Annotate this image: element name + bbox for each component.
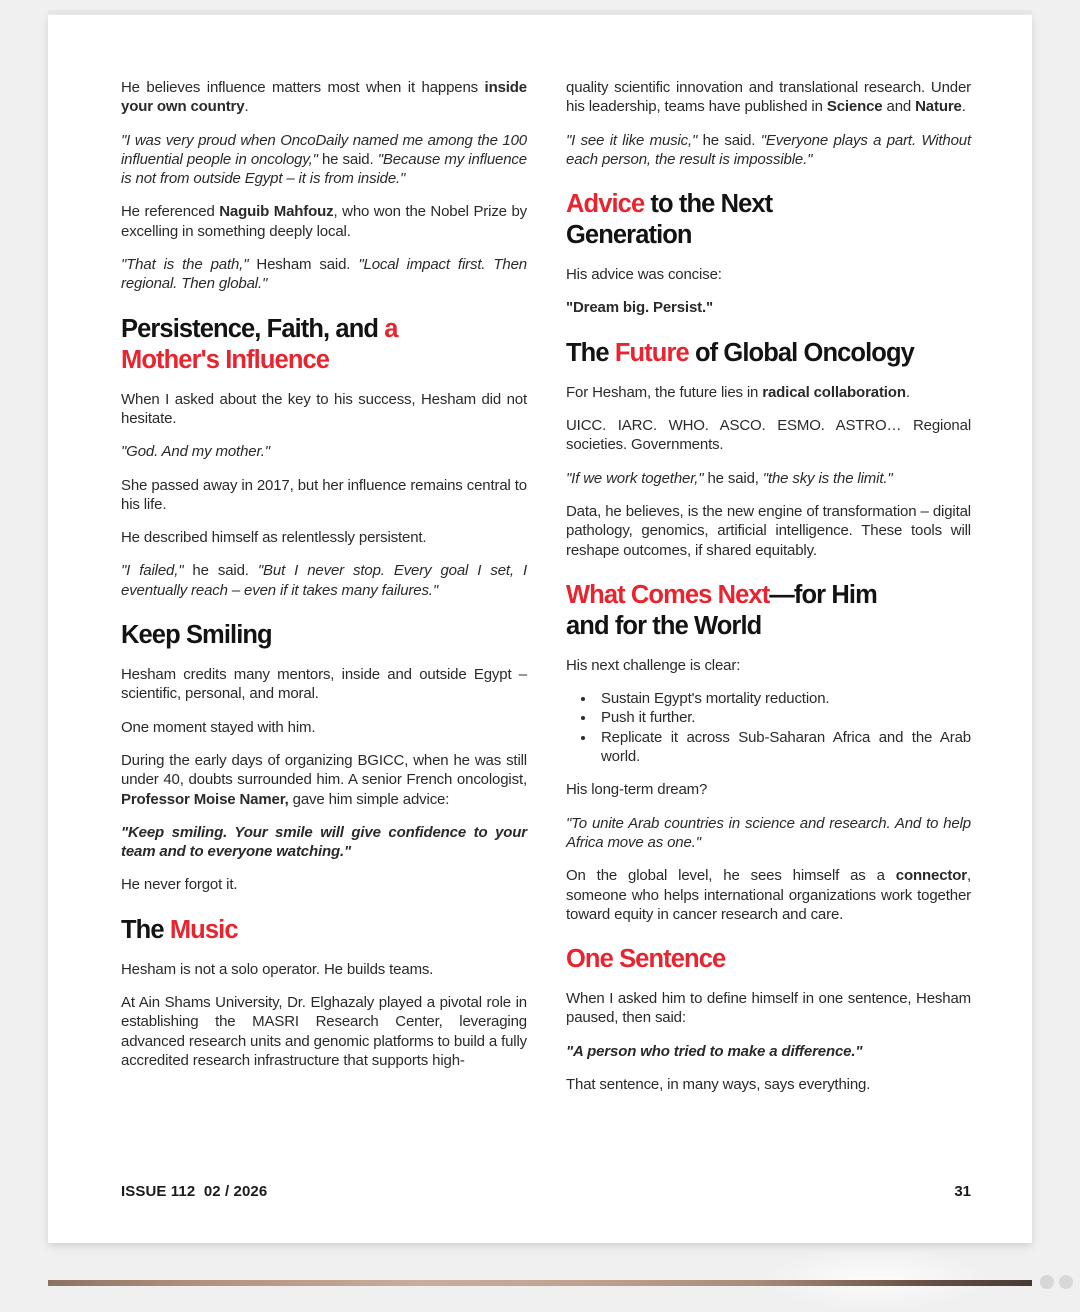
- list-item: [596, 689, 971, 708]
- text-run: His advice was concise:: [566, 266, 722, 284]
- paragraph: [121, 718, 527, 737]
- text-run: Sustain Egypt's mortality reduction.: [601, 690, 830, 708]
- text-run: One Sentence: [566, 945, 726, 974]
- text-run: Mother's Influence: [121, 345, 330, 374]
- text-run: His long-term dream?: [566, 781, 708, 799]
- text-run: gave him simple advice:: [288, 790, 450, 808]
- paragraph: [121, 823, 527, 862]
- text-run: a: [384, 314, 398, 343]
- right-column: [566, 78, 971, 1108]
- text-run: he said,: [703, 469, 763, 487]
- text-run: "Keep smiling. Your smile will give confidence to your team and to everyone watching.": [121, 823, 527, 861]
- text-run: , who won the Nobel Prize by excelling in something deeply local.: [121, 203, 528, 240]
- text-run: "If we work together,": [566, 469, 704, 487]
- paragraph: [566, 780, 971, 799]
- text-run: Advice: [566, 190, 645, 219]
- text-run: Replicate it across Sub-Saharan Africa and the Arab world.: [601, 728, 971, 766]
- text-run: inside your own country: [121, 79, 527, 116]
- text-run: His next challenge is clear:: [566, 656, 741, 674]
- text-run: he said.: [183, 562, 258, 580]
- text-run: "I see it like music,": [566, 131, 698, 149]
- text-run: Push it further.: [601, 709, 696, 727]
- text-run: During the early days of organizing BGICC, when he was still under 40, doubts surrounded him. A senior French oncologist,: [121, 751, 527, 789]
- paragraph: [566, 656, 971, 675]
- text-run: he said.: [697, 131, 761, 149]
- text-run: At Ain Shams University, Dr. Elghazaly played a pivotal role in establishing the MASRI Research Center, leveraging advanced research units and genomic platforms to build a fully accredited research infrastructure that supports high-: [121, 994, 527, 1069]
- paragraph: [566, 866, 971, 924]
- paragraph: [566, 1042, 971, 1061]
- text-run: Nature: [915, 98, 962, 116]
- text-run: That sentence, in many ways, says everything.: [566, 1076, 871, 1094]
- text-run: One moment stayed with him.: [121, 718, 316, 736]
- issue-label: ISSUE 112 02 / 2026: [121, 1183, 268, 1200]
- article-columns: [121, 78, 971, 1108]
- text-run: Music: [169, 915, 238, 944]
- section-heading: [566, 338, 971, 369]
- page-number: 31: [954, 1183, 971, 1200]
- text-run: The: [566, 338, 615, 367]
- left-column: [121, 78, 527, 1108]
- section-heading: [566, 189, 971, 251]
- section-heading: [121, 620, 527, 651]
- floating-control-dot-icon[interactable]: [1059, 1275, 1073, 1289]
- text-run: Science: [826, 98, 883, 116]
- paragraph: [121, 442, 527, 461]
- paragraph: [121, 993, 527, 1070]
- list-item: [596, 728, 971, 767]
- text-run: On the global level, he sees himself as a: [566, 867, 896, 885]
- text-run: He never forgot it.: [121, 876, 238, 894]
- paragraph: [566, 469, 971, 488]
- paragraph: [121, 255, 527, 294]
- text-run: and for the World: [566, 611, 762, 640]
- magazine-page: [48, 15, 1032, 1243]
- list-item: [596, 708, 971, 727]
- text-run: .: [905, 383, 910, 401]
- text-run: "Because my influence is not from outside Egypt – it is from inside.": [121, 150, 527, 188]
- paragraph: [566, 131, 971, 170]
- paragraph: [121, 202, 527, 241]
- text-run: connector: [895, 867, 967, 885]
- paragraph: [566, 502, 971, 560]
- text-run: "Everyone plays a part. Without each person, the result is impossible.": [566, 131, 972, 168]
- paragraph: [121, 390, 527, 429]
- paragraph: [566, 416, 971, 455]
- section-heading: [121, 915, 527, 946]
- text-run: of Global Oncology: [688, 338, 914, 367]
- text-run: Persistence, Faith, and: [121, 314, 385, 343]
- paragraph: [566, 265, 971, 284]
- paragraph: [121, 131, 527, 189]
- paragraph: [121, 528, 527, 547]
- paragraph: [566, 298, 971, 317]
- text-run: "God. And my mother.": [121, 443, 270, 461]
- paragraph: [566, 1075, 971, 1094]
- text-run: Hesham credits many mentors, inside and outside Egypt – scientific, personal, and moral.: [121, 666, 527, 703]
- text-run: "I failed,": [121, 562, 184, 580]
- bullet-list: [566, 689, 971, 766]
- text-run: She passed away in 2017, but her influence remains central to his life.: [121, 476, 527, 513]
- paragraph: [121, 476, 527, 515]
- paragraph: [566, 383, 971, 402]
- text-run: Hesham is not a solo operator. He builds teams.: [121, 960, 434, 978]
- text-run: He referenced: [121, 203, 220, 221]
- text-run: , someone who helps international organizations work together toward equity in cancer research and care.: [566, 867, 971, 923]
- text-run: Data, he believes, is the new engine of transformation – digital pathology, genomics, artificial intelligence. These tools will reshape outcomes, if shared equitably.: [566, 502, 971, 559]
- text-run: Keep Smiling: [121, 621, 272, 650]
- text-run: —for Him: [769, 580, 877, 609]
- text-run: "Local impact first. Then regional. Then global.": [121, 256, 527, 293]
- page-footer: [121, 1183, 971, 1201]
- section-heading: [566, 580, 971, 642]
- text-run: quality scientific innovation and translational research. Under his leadership, teams have published in: [566, 79, 971, 116]
- paragraph: [121, 960, 527, 979]
- text-run: and: [882, 98, 916, 116]
- paragraph: [566, 989, 971, 1028]
- text-run: Naguib Mahfouz: [219, 203, 334, 221]
- next-page-top-edge: [48, 1280, 1032, 1286]
- text-run: "A person who tried to make a difference.": [566, 1042, 863, 1060]
- paragraph: [121, 665, 527, 704]
- paragraph: [121, 875, 527, 894]
- text-run: UICC. IARC. WHO. ASCO. ESMO. ASTRO… Regional societies. Governments.: [566, 417, 971, 454]
- text-run: "Dream big. Persist.": [566, 299, 713, 317]
- text-run: For Hesham, the future lies in: [566, 383, 763, 401]
- text-run: radical collaboration: [762, 383, 906, 401]
- paragraph: [121, 561, 527, 600]
- text-run: "To unite Arab countries in science and research. And to help Africa move as one.": [566, 814, 971, 851]
- paragraph: [566, 78, 971, 117]
- previous-page-bottom-edge: [48, 10, 1032, 14]
- section-heading: [566, 944, 971, 975]
- text-run: Professor Moise Namer,: [121, 790, 289, 808]
- section-heading: [121, 314, 527, 376]
- text-run: He described himself as relentlessly persistent.: [121, 529, 427, 547]
- text-run: "the sky is the limit.": [762, 469, 893, 487]
- text-run: to the Next: [644, 190, 773, 219]
- paragraph: [121, 751, 527, 809]
- text-run: When I asked him to define himself in one sentence, Hesham paused, then said:: [566, 990, 971, 1027]
- text-run: Generation: [566, 221, 692, 250]
- paragraph: [121, 78, 527, 117]
- text-run: .: [244, 98, 249, 116]
- text-run: When I asked about the key to his success, Hesham did not hesitate.: [121, 390, 527, 427]
- floating-control-dot-icon[interactable]: [1040, 1275, 1054, 1289]
- text-run: "But I never stop. Every goal I set, I eventually reach – even if it takes many failures.": [121, 562, 527, 599]
- text-run: The: [121, 915, 170, 944]
- text-run: "I was very proud when OncoDaily named me among the 100 influential people in oncology,": [121, 131, 527, 168]
- text-run: Hesham said.: [248, 256, 359, 274]
- text-run: What Comes Next: [566, 580, 770, 609]
- text-run: "That is the path,": [121, 256, 249, 274]
- text-run: He believes influence matters most when it happens: [121, 79, 485, 96]
- text-run: he said.: [317, 150, 378, 168]
- paragraph: [566, 814, 971, 853]
- text-run: Future: [614, 338, 689, 367]
- text-run: .: [961, 98, 966, 116]
